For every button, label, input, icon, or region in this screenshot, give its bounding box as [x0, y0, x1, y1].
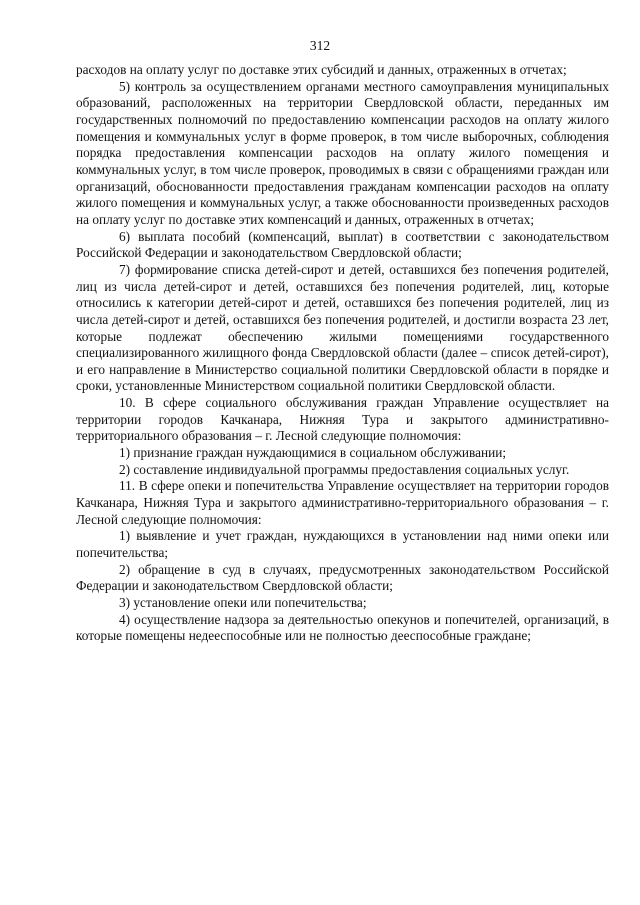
paragraph-continuation: расходов на оплату услуг по доставке этих субсидий и данных, отраженных в отчетах; — [76, 62, 567, 77]
paragraph-section-10-item-1: 1) признание граждан нуждающимися в социальном обслуживании; — [119, 445, 507, 461]
paragraph-section-10: 10. В сфере социального обслуживания граждан Управление осуществляет на территории городов Качканара, Нижняя Тура и закрытого административно-территориального образования – г. Лесной следующие полномочия: — [76, 395, 609, 444]
paragraph-section-11-item-2: 2) обращение в суд в случаях, предусмотренных законодательством Российской Федерации и законодательством Свердловской области; — [76, 561, 609, 594]
paragraph-section-11-item-4: 4) осуществление надзора за деятельностью опекунов и попечителей, организаций, в которые помещены недееспособные или не полностью дееспособные граждане; — [76, 611, 609, 644]
paragraph-section-11: 11. В сфере опеки и попечительства Управление осуществляет на территории городов Качканара, Нижняя Тура и закрытого административно-территориального образования – г. Лесной следующие полномочия: — [76, 478, 609, 527]
paragraph-item-7: 7) формирование списка детей-сирот и детей, оставшихся без попечения родителей, лиц из числа детей-сирот и детей, оставшихся без попечения родителей, лиц, которые относились к категории детей-сирот и детей, оставшихся без попечения родителей, лиц из числа детей-сирот и детей, оставшихся без попечения родителей, и достигли возраста 23 лет, которые подлежат обеспечению жилыми помещениями государственного специализированного жилищного фонда Свердловской области (далее – список детей-сирот), и его направление в Министерство социальной политики Свердловской области в порядке и сроки, установленные Министерством социальной политики Свердловской области. — [76, 261, 609, 394]
paragraph-section-11-item-1: 1) выявление и учет граждан, нуждающихся в установлении над ними опеки или попечительства; — [76, 528, 609, 561]
page-number: 312 — [309, 38, 331, 53]
paragraph-item-5: 5) контроль за осуществлением органами местного самоуправления муниципальных образований, расположенных на территории Свердловской области, переданных им государственных полномочий по предоставлению компенсации расходов на оплату жилого помещения и коммунальных услуг в форме проверок, в том числе выборочных, соблюдения порядка предоставления компенсации расходов на оплату жилого помещения и коммунальных услуг, в том числе проверок, проводимых в связи с обращениями граждан или организаций, обоснованности предоставления гражданам компенсации расходов на оплату жилого помещения и коммунальных услуг, а также обоснованности произведенных расходов на оплату услуг по доставке этих компенсаций и данных, отраженных в отчетах; — [76, 78, 609, 227]
paragraph-section-10-item-2: 2) составление индивидуальной программы предоставления социальных услуг. — [119, 461, 570, 477]
paragraph-section-11-item-3: 3) установление опеки или попечительства; — [119, 595, 367, 610]
document-body — [76, 62, 609, 645]
paragraph-item-6: 6) выплата пособий (компенсаций, выплат) в соответствии с законодательством Российской Федерации и законодательством Свердловской области; — [76, 228, 609, 261]
